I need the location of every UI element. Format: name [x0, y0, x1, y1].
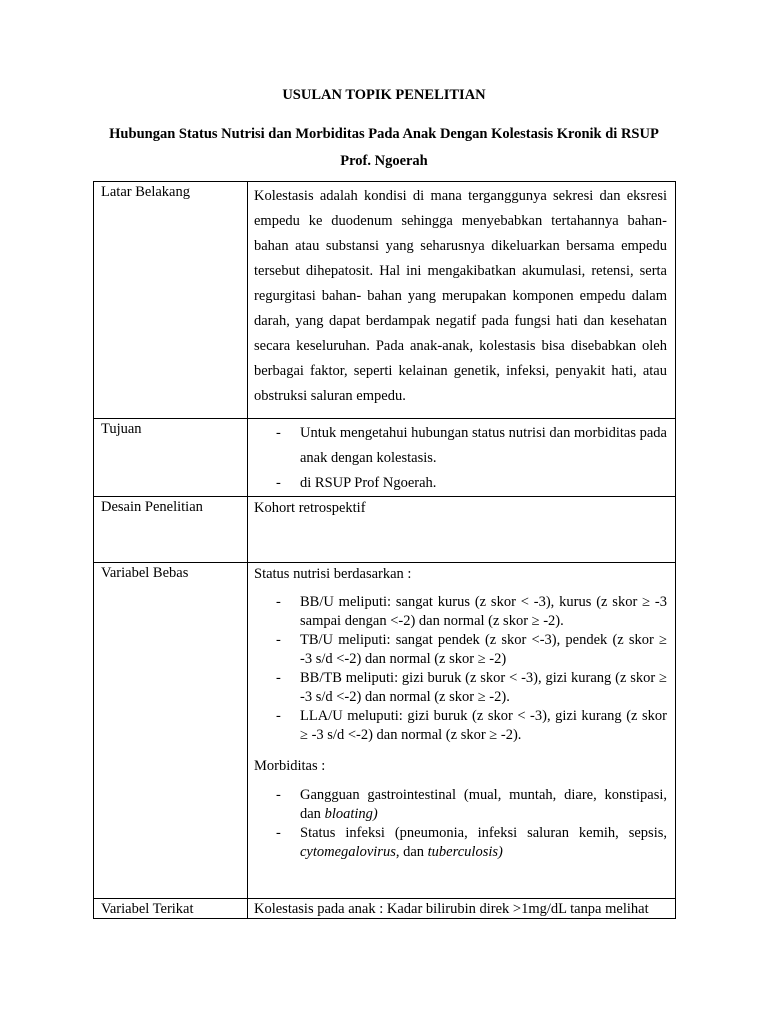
- document-title: USULAN TOPIK PENELITIAN: [282, 87, 486, 103]
- list-item: - BB/TB meliputi: gizi buruk (z skor < -3), gizi kurang (z skor ≥ -3 s/d <-2) dan normal (z skor ≥ -2).: [254, 669, 667, 707]
- row-label: Variabel Terikat: [94, 899, 248, 919]
- table-row-tujuan: [94, 419, 676, 497]
- italic-term: cytomegalovirus: [300, 844, 396, 860]
- design-text: Kohort retrospektif: [254, 500, 366, 516]
- item-text: Gangguan gastrointestinal (mual, muntah, diare, konstipasi, dan: [300, 787, 667, 822]
- document-subtitle: Hubungan Status Nutrisi dan Morbiditas Pada Anak Dengan Kolestasis Kronik di RSUP Prof. Ngoerah: [109, 126, 659, 169]
- row-label: Desain Penelitian: [94, 497, 248, 563]
- background-paragraph: Kolestasis adalah kondisi di mana terganggunya sekresi dan eksresi empedu ke duodenum sehingga menyebabkan tertahannya bahan-bahan atau substansi yang seharusnya dikeluarkan bersama empedu tersebut dihepatosit. Hal ini mengakibatkan akumulasi, retensi, serta regurgitasi bahan- bahan yang merupakan komponen empedu dalam darah, yang dapat berdampak negatif pada fungsi hati dan kesehatan secara keseluruhan. Pada anak-anak, kolestasis bisa disebabkan oleh berbagai faktor, seperti kelainan genetik, infeksi, penyakit hati, atau obstruksi saluran empedu.: [254, 188, 667, 404]
- table-row-latar-belakang: [94, 182, 676, 419]
- morbidity-intro: Morbiditas :: [254, 758, 326, 774]
- objective-list: [254, 421, 667, 496]
- row-label: Tujuan: [94, 419, 248, 497]
- list-item: - Untuk mengetahui hubungan status nutrisi dan morbiditas pada anak dengan kolestasis.: [254, 421, 667, 471]
- table-row-variabel-terikat: [94, 899, 676, 919]
- item-text: , dan: [395, 844, 428, 860]
- nutrition-list: [254, 593, 667, 745]
- italic-term: bloating): [324, 806, 378, 822]
- proposal-table: [93, 181, 676, 919]
- morbidity-list: [254, 786, 667, 862]
- list-item: - TB/U meliputi: sangat pendek (z skor <-3), pendek (z skor ≥ -3 s/d <-2) dan normal (z skor ≥ -2): [254, 631, 667, 669]
- row-content: [248, 419, 676, 497]
- item-text: Status infeksi (pneumonia, infeksi saluran kemih, sepsis,: [300, 825, 667, 841]
- row-content: Kolestasis pada anak : Kadar bilirubin direk >1mg/dL tanpa melihat: [248, 899, 676, 919]
- table-row-variabel-bebas: [94, 563, 676, 899]
- list-item: - di RSUP Prof Ngoerah.: [254, 471, 667, 496]
- list-item: - LLA/U meluputi: gizi buruk (z skor < -3), gizi kurang (z skor ≥ -3 s/d <-2) dan normal (z skor ≥ -2).: [254, 707, 667, 745]
- row-content: [248, 563, 676, 899]
- nutrition-intro: Status nutrisi berdasarkan :: [254, 566, 412, 582]
- italic-term: tuberculosis): [427, 844, 503, 860]
- list-item: [254, 786, 667, 824]
- row-content: [248, 182, 676, 419]
- list-item: [254, 824, 667, 862]
- row-label: Latar Belakang: [94, 182, 248, 419]
- table-row-desain: [94, 497, 676, 563]
- list-item: - BB/U meliputi: sangat kurus (z skor < -3), kurus (z skor ≥ -3 sampai dengan <-2) dan normal (z skor ≥ -2).: [254, 593, 667, 631]
- row-label: Variabel Bebas: [94, 563, 248, 899]
- row-content: [248, 497, 676, 563]
